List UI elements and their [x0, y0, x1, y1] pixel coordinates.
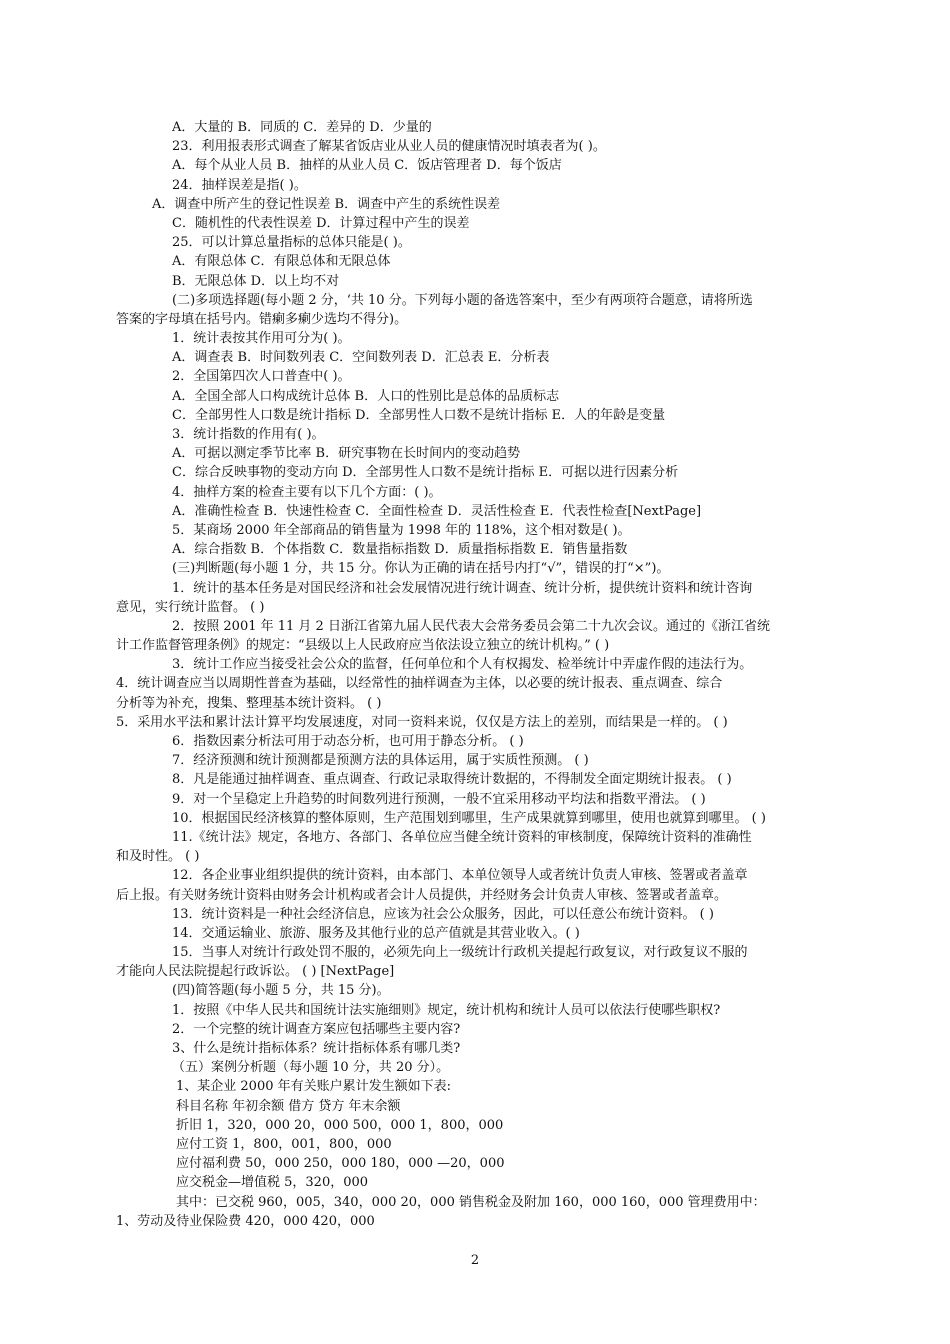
text-line: 应交税金—增值税 5，320，000 — [176, 1175, 369, 1191]
text-line: A．调查表 B．时间数列表 C．空间数列表 D．汇总表 E．分析表 — [172, 350, 550, 366]
text-line: 科目名称 年初余额 借方 贷方 年末余额 — [176, 1098, 401, 1114]
text-line: 2．一个完整的统计调查方案应包括哪些主要内容? — [172, 1021, 461, 1037]
text-line: 和及时性。 ( ) — [116, 849, 200, 865]
text-line: A．全国全部人口构成统计总体 B．人口的性别比是总体的品质标志 — [172, 388, 560, 404]
text-line: A．可据以测定季节比率 B．研究事物在长时间内的变动趋势 — [172, 446, 521, 462]
text-line: 9．对一个呈稳定上升趋势的时间数列进行预测，一般不宜采用移动平均法和指数平滑法。 ( ) — [172, 791, 706, 807]
text-line: 其中：已交税 960，005，340，000 20，000 销售税金及附加 160，000 160，000 管理费用中： — [176, 1194, 766, 1210]
text-line: (二)多项选择题(每小题 2 分，‘共 10 分。下列每小题的备选答案中，至少有两项符合题意，请将所选 — [172, 292, 753, 308]
text-line: 4．统计调查应当以周期性普查为基础，以经常性的抽样调查为主体，以必要的统计报表、重点调查、综合 — [116, 676, 723, 692]
text-line: 15．当事人对统计行政处罚不服的，必须先向上一级统计行政机关提起行政复议，对行政复议不服的 — [172, 945, 748, 961]
text-line: 分析等为补充，搜集、整理基本统计资料。 ( ) — [116, 695, 382, 711]
page-number: 2 — [470, 1253, 480, 1268]
text-line: A．综合指数 B．个体指数 C．数量指标指数 D．质量指标指数 E．销售量指数 — [172, 542, 628, 558]
text-line: 1．按照《中华人民共和国统计法实施细则》规定，统计机构和统计人员可以依法行使哪些职权? — [172, 1002, 721, 1018]
text-line: 1．统计表按其作用可分为( )。 — [172, 331, 351, 347]
text-line: 14．交通运输业、旅游、服务及其他行业的总产值就是其营业收入。( ) — [172, 925, 580, 941]
text-line: 应付工资 1，800，001，800，000 — [176, 1136, 392, 1152]
text-line: 3．统计指数的作用有( )。 — [172, 427, 325, 442]
text-line: A．大量的 B．同质的 C．差异的 D．少量的 — [172, 120, 432, 135]
document-body — [116, 118, 808, 1231]
text-line: 1．统计的基本任务是对国民经济和社会发展情况进行统计调查、统计分析，提供统计资料和统计咨询 — [172, 580, 753, 596]
text-line: 5．某商场 2000 年全部商品的销售量为 1998 年的 118%，这个相对数是( )。 — [172, 522, 631, 538]
text-line: 才能向人民法院提起行政诉讼。 ( ) [NextPage] — [116, 964, 395, 980]
text-line: 应付福利费 50，000 250，000 180，000 —20，000 — [176, 1156, 505, 1172]
text-line: 5．采用水平法和累计法计算平均发展速度，对同一资料来说，仅仅是方法上的差别，而结果是一样的。 ( ) — [116, 714, 728, 730]
text-line: C．随机性的代表性误差 D．计算过程中产生的误差 — [172, 215, 470, 231]
text-line: 1、劳动及待业保险费 420，000 420，000 — [116, 1213, 375, 1229]
text-line: 25．可以计算总量指标的总体只能是( )。 — [172, 235, 411, 251]
text-line: 10．根据国民经济核算的整体原则，生产范围划到哪里，生产成果就算到哪里，使用也就算到哪里。 ( ) — [172, 810, 766, 826]
text-line: C．全部男性人口数是统计指标 D．全部男性人口数不是统计指标 E．人的年龄是变量 — [172, 407, 666, 423]
text-line: 6．指数因素分析法可用于动态分析，也可用于静态分析。 ( ) — [172, 734, 524, 749]
text-line: 2．全国第四次人口普查中( )。 — [172, 369, 351, 385]
text-line: 答案的字母填在括号内。错瘌多瘌少选均不得分)。 — [116, 311, 408, 327]
text-line: A．有限总体 C．有限总体和无限总体 — [172, 254, 391, 270]
text-line: 24．抽样误差是指( )。 — [172, 177, 307, 193]
text-line: 12．各企业事业组织提供的统计资料，由本部门、本单位领导人或者统计负责人审核、签署或者盖章 — [172, 868, 748, 884]
text-line: A．准确性检查 B．快速性检查 C．全面性检查 D．灵活性检查 E．代表性检查[NextPage] — [172, 503, 702, 519]
text-line: A．调查中所产生的登记性误差 B．调查中产生的系统性误差 — [152, 196, 501, 212]
text-line: 3、什么是统计指标体系？统计指标体系有哪几类? — [172, 1041, 461, 1056]
text-line: (三)判断题(每小题 1 分，共 15 分。你认为正确的请在括号内打“√”，错误的打“×”)。 — [172, 561, 670, 577]
text-line: 1、某企业 2000 年有关账户累计发生额如下表: — [176, 1079, 451, 1095]
text-line: 2．按照 2001 年 11 月 2 日浙江省第九届人民代表大会常务委员会第二十九次会议。通过的《浙江省统 — [172, 618, 770, 634]
text-line: A．每个从业人员 B．抽样的从业人员 C．饭店管理者 D．每个饭店 — [172, 158, 562, 174]
text-line: 4．抽样方案的检查主要有以下几个方面：( )。 — [172, 484, 442, 500]
text-line: B．无限总体 D．以上均不对 — [172, 273, 340, 289]
text-line: 3．统计工作应当接受社会公众的监督，任何单位和个人有权揭发、检举统计中弄虚作假的违法行为。 — [172, 657, 753, 673]
text-line: 后上报。有关财务统计资料由财务会计机构或者会计人员提供，并经财务会计负责人审核、签署或者盖章。 — [116, 887, 728, 903]
text-line: 计工作监督管理条例》的规定：“县级以上人民政府应当依法设立独立的统计机构。” ( ) — [116, 638, 610, 654]
text-line: 8．凡是能通过抽样调查、重点调查、行政记录取得统计数据的，不得制发全面定期统计报表。 ( ) — [172, 772, 732, 788]
text-line: 7．经济预测和统计预测都是预测方法的具体运用，属于实质性预测。 ( ) — [172, 753, 589, 769]
text-line: C．综合反映事物的变动方向 D．全部男性人口数不是统计指标 E．可据以进行因素分析 — [172, 465, 679, 481]
text-line: 11.《统计法》规定，各地方、各部门、各单位应当健全统计资料的审核制度，保障统计资料的准确性 — [172, 829, 752, 845]
text-line: （五）案例分析题（每小题 10 分，共 20 分）。 — [172, 1060, 450, 1076]
text-line: (四)简答题(每小题 5 分，共 15 分)。 — [172, 983, 390, 999]
text-line: 13．统计资料是一种社会经济信息，应该为社会公众服务，因此，可以任意公布统计资料。 ( ) — [172, 906, 714, 922]
text-line: 意见，实行统计监督。 ( ) — [116, 599, 265, 615]
text-line: 23．利用报表形式调查了解某省饭店业从业人员的健康情况时填表者为( )。 — [172, 139, 606, 155]
text-line: 折旧 1，320，000 20，000 500，000 1，800，000 — [176, 1117, 504, 1133]
